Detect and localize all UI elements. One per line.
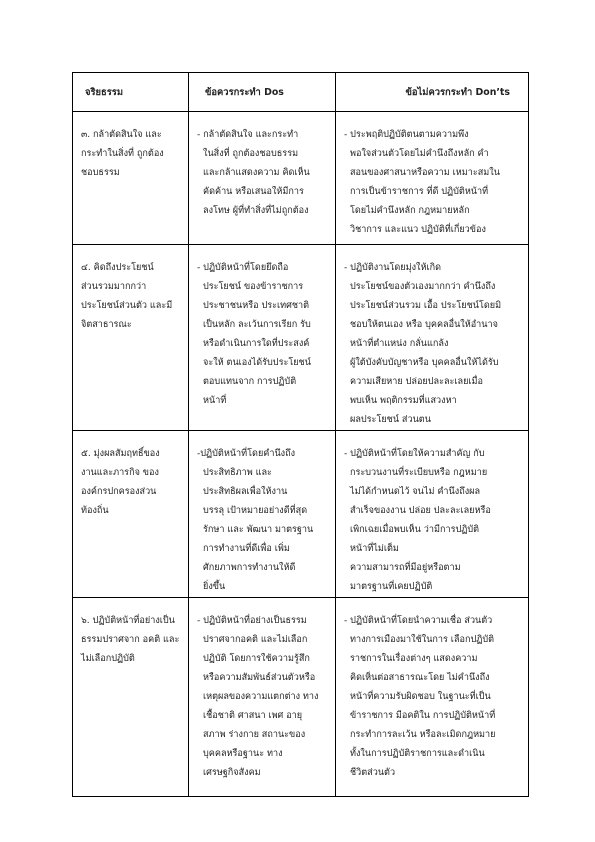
cell-text-line: - ปฏิบัติหน้าที่โดยนำความเชื่อ ส่วนตัว [344, 616, 493, 626]
cell-text-line: จิตสาธารณะ [81, 320, 132, 330]
ethic-cell [73, 112, 189, 245]
cell-text-line: ไม่เลือกปฏิบัติ [81, 654, 135, 664]
cell-text-line: วิชาการ และแนว ปฏิบัติที่เกี่ยวข้อง [350, 225, 486, 235]
cell-text-line: ประชาชนหรือ ประเทศชาติ [203, 301, 310, 311]
cell-text-line: - ปฏิบัติหน้าที่อย่างเป็นธรรม [197, 616, 307, 626]
cell-text-line: เพิกเฉยเมื่อพบเห็น ว่ามีการปฏิบัติ [350, 525, 480, 535]
cell-text-line: กระบวนงานที่ระเบียบหรือ กฎหมาย [350, 468, 488, 478]
cell-text-line: ทางการเมืองมาใช้ในการ เลือกปฏิบัติ [350, 635, 495, 645]
cell-text-line: กระทำในสิ่งที่ ถูกต้อง [81, 149, 164, 159]
cell-text-line: ลงโทษ ผู้ที่ทำสิ่งที่ไม่ถูกต้อง [203, 206, 309, 216]
table-row [73, 245, 529, 431]
cell-text-line: ๖. ปฏิบัติหน้าที่อย่างเป็น [81, 616, 175, 626]
cell-text-line: หน้าที่ตำแหน่ง กลั่นแกล้ง [350, 339, 449, 349]
header-donts: ข้อไม่ควรกระทำ Don’ts [336, 73, 529, 112]
cell-text-line: คิดเห็นต่อสาธารณะโดย ไม่คำนึงถึง [350, 673, 490, 683]
cell-text-line: ราชการในเรื่องต่างๆ แสดงความ [350, 654, 478, 664]
cell-text-line: - ปฏิบัติหน้าที่โดยให้ความสำคัญ กับ [344, 449, 485, 459]
cell-text-line: สอนของศาสนาหรือความ เหมาะสมใน [350, 168, 500, 178]
cell-text-line: ท้องถิ่น [81, 506, 109, 516]
cell-text-line: ๕. มุ่งผลสัมฤทธิ์ของ [81, 449, 160, 459]
cell-text-line: - กล้าตัดสินใจ และกระทำ [197, 130, 299, 140]
cell-text-line: ประโยชน์ส่วนรวม เอื้อ ประโยชน์โดยมิ [350, 301, 502, 311]
cell-text-line: และกล้าแสดงความ คิดเห็น [203, 168, 310, 178]
cell-text-line: -ปฏิบัติหน้าที่โดยคำนึงถึง [197, 449, 296, 459]
cell-text-line: กระทำการละเว้น หรือละเมิดกฎหมาย [350, 730, 496, 740]
cell-text-line: ประโยชน์ของตัวเองมากกว่า คำนึงถึง [350, 282, 496, 292]
cell-text-line: บรรลุ เป้าหมายอย่างดีที่สุด [203, 506, 308, 516]
cell-text-line: หรือความสัมพันธ์ส่วนตัวหรือ [203, 673, 316, 683]
cell-text-line: ส่วนรวมมากกว่า [81, 282, 147, 292]
table-header-row [73, 73, 529, 112]
ethic-cell [73, 431, 189, 598]
cell-text-line: หน้าที่ไม่เต็ม [350, 544, 399, 554]
cell-text-line: สำเร็จของงาน ปล่อย ปละละเลยหรือ [350, 506, 491, 516]
cell-text-line: ข้าราชการ มีอคติใน การปฏิบัติหน้าที่ [350, 711, 496, 721]
cell-text-line: ยิ่งขึ้น [203, 582, 226, 592]
cell-text-line: เศรษฐกิจสังคม [203, 768, 261, 778]
dos-cell [189, 431, 336, 598]
cell-text-line: ประสิทธิภาพ และ [203, 468, 272, 478]
cell-text-line: ประสิทธิผลเพื่อให้งาน [203, 487, 288, 497]
cell-text-line: การเป็นข้าราชการ ที่ดี ปฏิบัติหน้าที่ [350, 187, 489, 197]
cell-text-line: การทำงานที่ดีเพื่อ เพิ่ม [203, 544, 290, 554]
cell-text-line: พอใจส่วนตัวโดยไม่คำนึงถึงหลัก คำ [350, 149, 489, 159]
cell-text-line: ชีวิตส่วนตัว [350, 768, 396, 778]
cell-text-line: ชอบธรรม [81, 168, 120, 178]
cell-text-line: - ปฏิบัติงานโดยมุ่งให้เกิด [344, 263, 441, 273]
cell-text-line: ปราศจากอคติ และไม่เลือก [203, 635, 308, 645]
cell-text-line: จะให้ ตนเองได้รับประโยชน์ [203, 358, 311, 368]
ethics-table [72, 72, 529, 797]
cell-text-line: เหตุผลของความแตกต่าง ทาง [203, 692, 319, 702]
cell-text-line: ธรรมปราศจาก อคติ และ [81, 635, 180, 645]
cell-text-line: ในสิ่งที่ ถูกต้องชอบธรรม [203, 149, 299, 159]
table-row [73, 598, 529, 797]
cell-text-line: ๓. กล้าตัดสินใจ และ [81, 130, 162, 140]
cell-text-line: บุคคลหรือฐานะ ทาง [203, 749, 283, 759]
cell-text-line: - ปฏิบัติหน้าที่โดยยึดถือ [197, 263, 289, 273]
cell-text-line: รักษา และ พัฒนา มาตรฐาน [203, 525, 314, 535]
cell-text-line: ประโยชน์ ของข้าราชการ [203, 282, 304, 292]
cell-text-line: ชอบให้ตนเอง หรือ บุคคลอื่นให้อำนาจ [350, 320, 498, 330]
cell-text-line: ศักยภาพการทำงานให้ดี [203, 563, 296, 573]
cell-text-line: ทั้งในการปฏิบัติราชการและดำเนิน [350, 749, 485, 759]
dos-cell [189, 598, 336, 797]
cell-text-line: - ประพฤติปฏิบัติตนตามความพึง [344, 130, 469, 140]
cell-text-line: ประโยชน์ส่วนตัว และมี [81, 301, 173, 311]
donts-cell [336, 431, 529, 598]
cell-text-line: ความสามารถที่มีอยู่หรือตาม [350, 563, 461, 573]
cell-text-line: งานและภารกิจ ของ [81, 468, 159, 478]
cell-text-line: สภาพ ร่างกาย สถานะของ [203, 730, 306, 740]
cell-text-line: หน้าที่ [203, 396, 227, 406]
donts-cell [336, 598, 529, 797]
cell-text-line: มาตรฐานที่เคยปฏิบัติ [350, 582, 433, 592]
table-row [73, 112, 529, 245]
donts-cell [336, 245, 529, 431]
cell-text-line: คัดค้าน หรือเสนอให้มีการ [203, 187, 304, 197]
cell-text-line: หน้าที่ความรับผิดชอบ ในฐานะที่เป็น [350, 692, 491, 702]
cell-text-line: เชื้อชาติ ศาสนา เพศ อายุ [203, 711, 303, 721]
cell-text-line: เป็นหลัก ละเว้นการเรียก รับ [203, 320, 311, 330]
cell-text-line: ตอบแทนจาก การปฏิบัติ [203, 377, 297, 387]
header-ethics: จริยธรรม [73, 73, 189, 112]
cell-text-line: ๔. คิดถึงประโยชน์ [81, 263, 154, 273]
dos-cell [189, 245, 336, 431]
cell-text-line: ผู้ใต้บังคับบัญชาหรือ บุคคลอื่นให้ได้รับ [350, 358, 499, 368]
cell-text-line: องค์กรปกครองส่วน [81, 487, 157, 497]
ethic-cell [73, 598, 189, 797]
table-row [73, 431, 529, 598]
cell-text-line: ไม่ได้กำหนดไว้ จนไม่ คำนึงถึงผล [350, 487, 481, 497]
cell-text-line: ผลประโยชน์ ส่วนตน [350, 415, 431, 425]
cell-text-line: ความเสียหาย ปล่อยปละละเลยเมื่อ [350, 377, 483, 387]
cell-text-line: พบเห็น พฤติกรรมที่แสวงหา [350, 396, 457, 406]
dos-cell [189, 112, 336, 245]
cell-text-line: ปฏิบัติ โดยการใช้ความรู้สึก [203, 654, 310, 664]
header-dos: ข้อควรกระทำ Dos [189, 73, 336, 112]
cell-text-line: หรือดำเนินการใดที่ประสงค์ [203, 339, 310, 349]
ethic-cell [73, 245, 189, 431]
donts-cell [336, 112, 529, 245]
cell-text-line: โดยไม่คำนึงหลัก กฎหมายหลัก [350, 206, 470, 216]
